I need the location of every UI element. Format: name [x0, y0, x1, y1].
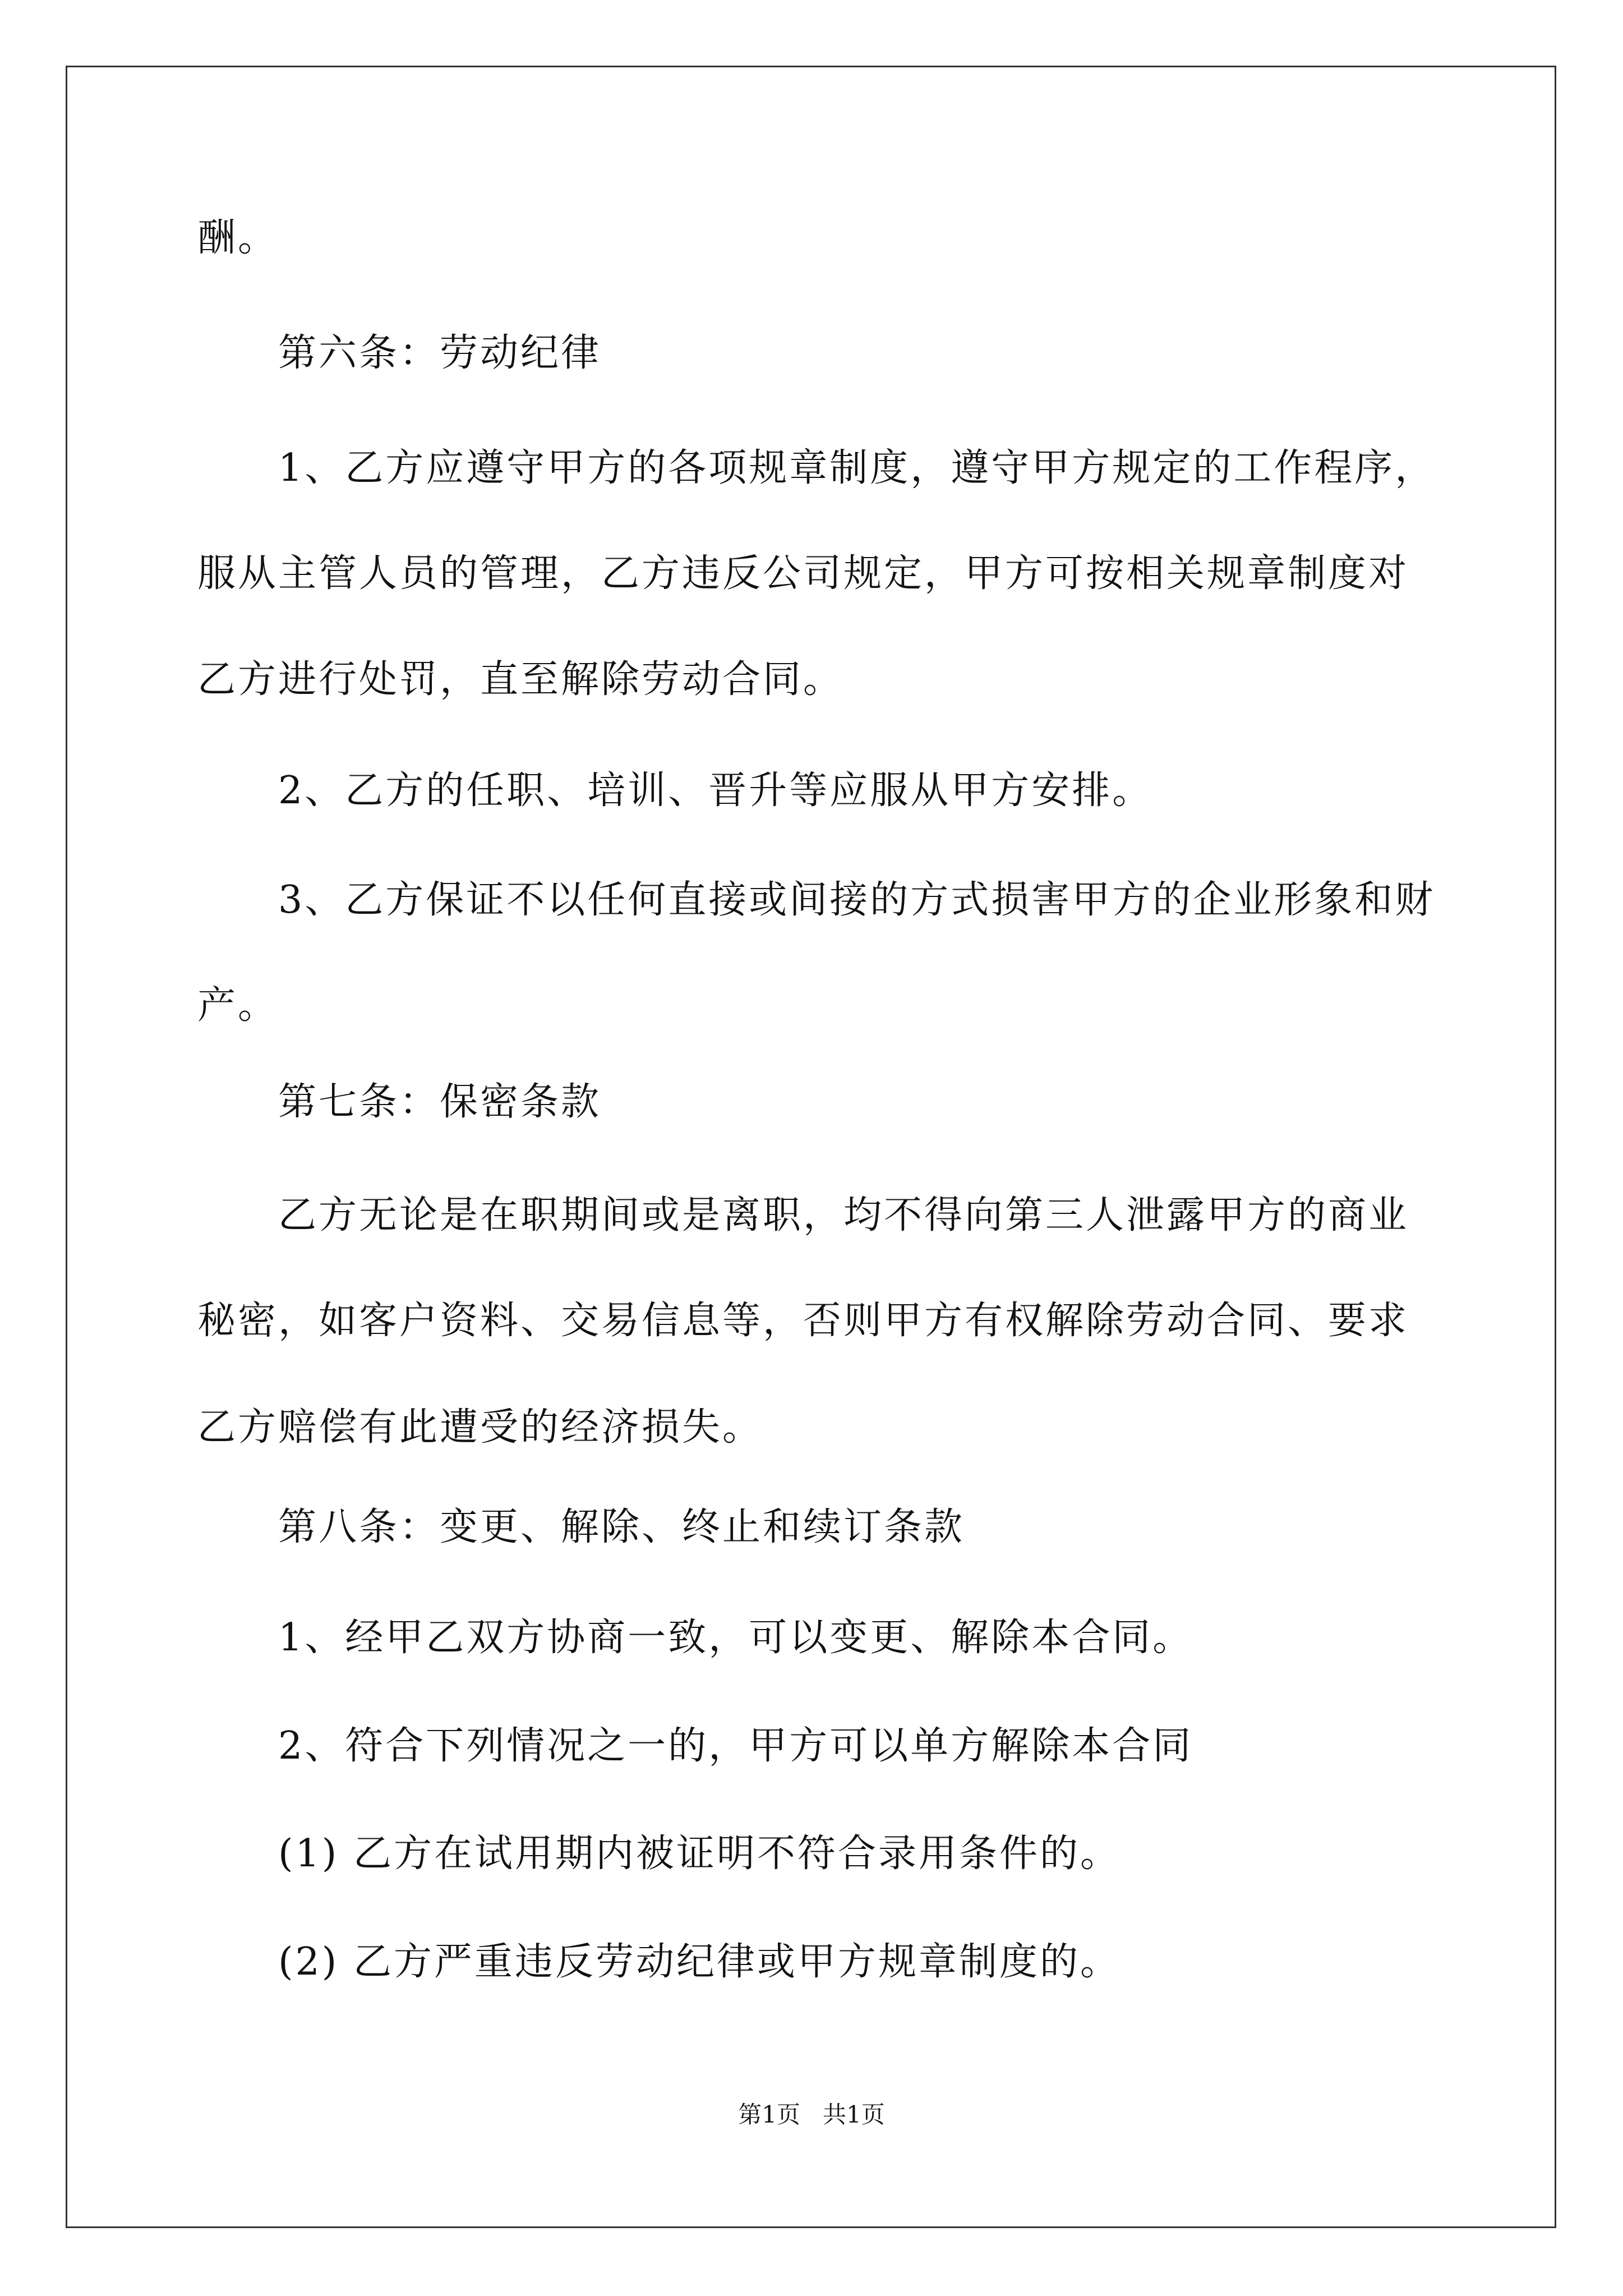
paragraph-line: 产。 — [197, 983, 279, 1028]
paragraph-line: 乙方赔偿有此遭受的经济损失。 — [197, 1405, 763, 1450]
paragraph-line: 3、乙方保证不以任何直接或间接的方式损害甲方的企业形象和财 — [278, 878, 1436, 922]
paragraph-line: 酬。 — [197, 216, 279, 260]
paragraph-line: 秘密，如客户资料、交易信息等，否则甲方有权解除劳动合同、要求 — [197, 1299, 1409, 1343]
paragraph-line: 2、乙方的任职、培训、晋升等应服从甲方安排。 — [278, 769, 1153, 813]
section-heading-7: 第七条：保密条款 — [278, 1080, 602, 1124]
paragraph-line: 乙方无论是在职期间或是离职，均不得向第三人泄露甲方的商业 — [278, 1193, 1409, 1237]
paragraph-line: 服从主管人员的管理，乙方违反公司规定，甲方可按相关规章制度对 — [197, 551, 1409, 596]
paragraph-line: 1、乙方应遵守甲方的各项规章制度，遵守甲方规定的工作程序， — [278, 446, 1436, 490]
section-heading-8: 第八条：变更、解除、终止和续订条款 — [278, 1505, 965, 1549]
list-item: (2) 乙方严重违反劳动纪律或甲方规章制度的。 — [278, 1940, 1121, 1984]
paragraph-line: 乙方进行处罚，直至解除劳动合同。 — [197, 657, 844, 702]
section-heading-6: 第六条：劳动纪律 — [278, 331, 602, 375]
paragraph-line: 2、符合下列情况之一的，甲方可以单方解除本合同 — [278, 1724, 1193, 1768]
list-item: (1) 乙方在试用期内被证明不符合录用条件的。 — [278, 1832, 1121, 1876]
paragraph-line: 1、经甲乙双方协商一致，可以变更、解除本合同。 — [278, 1616, 1193, 1660]
page-number-footer: 第1页 共1页 — [738, 2101, 885, 2128]
